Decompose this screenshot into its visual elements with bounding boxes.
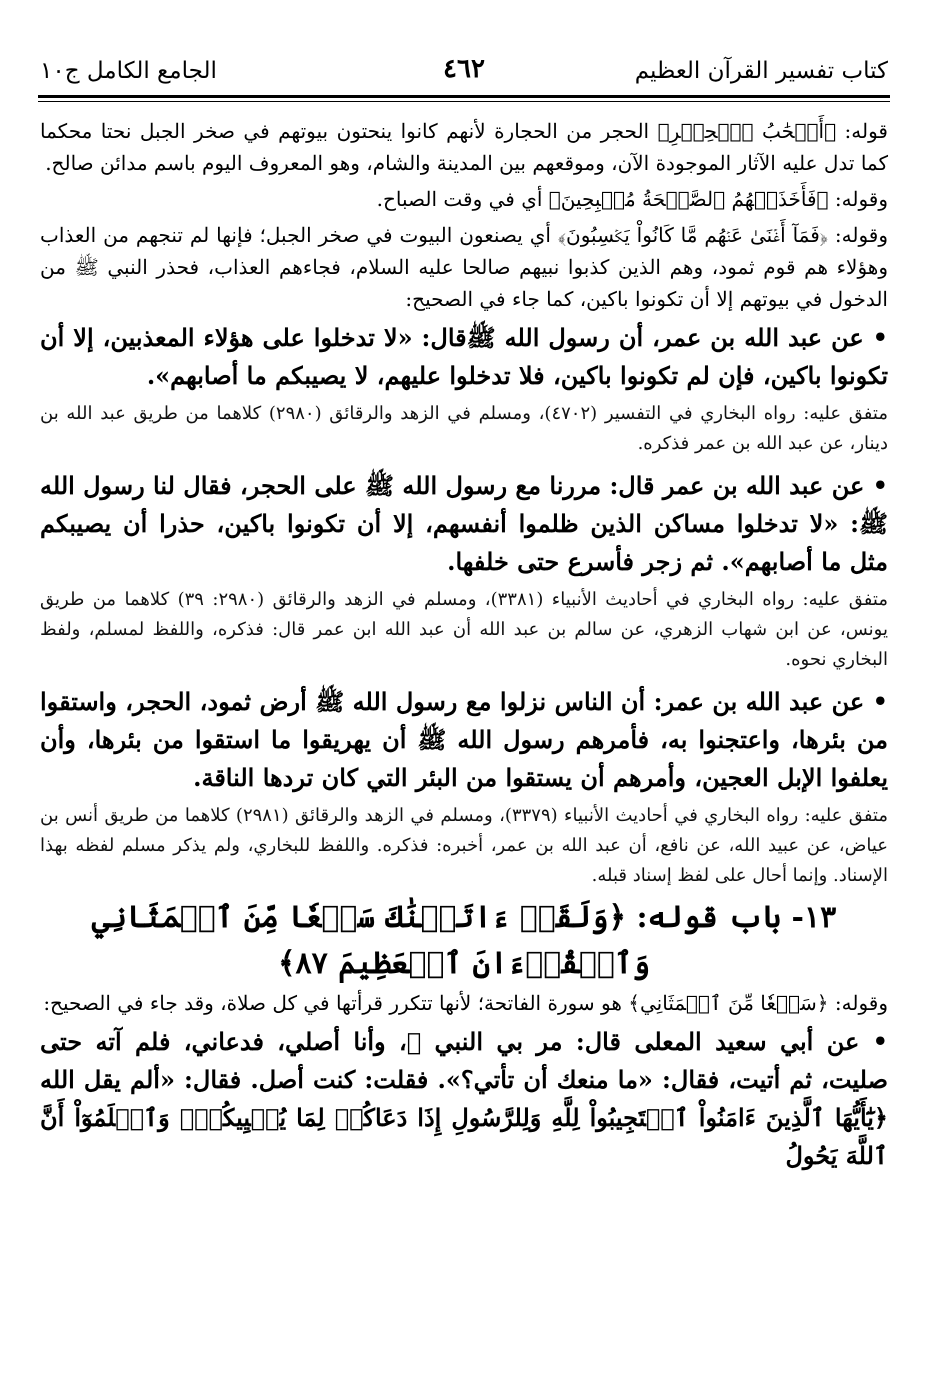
commentary-paragraph: وقوله: ﴿سَبۡعٗا مِّنَ ٱلۡمَثَانِي﴾ هو سورة الفاتحة؛ لأنها تتكرر قرأتها في كل صلاة، وقد جاء في الصحيح: bbox=[43, 991, 888, 1015]
commentary-paragraph: قوله: ﴿أَصۡحَٰبُ ٱلۡحِجۡرِ﴾ الحجر من الحجارة لأنهم كانوا ينحتون بيوتهم في صخر الجبل نحتا محكما كما تدل عليه الآثار الموجودة الآن، وموقعهم بين المدينة والشام، وهو المعروف اليوم باسم مدائن صالح. bbox=[40, 119, 888, 175]
book-title: كتاب تفسير القرآن العظيم bbox=[634, 58, 888, 84]
hadith-text: • عن عبد الله بن عمر: أن الناس نزلوا مع رسول الله ﷺ أرض ثمود، الحجر، واستقوا من بئرها، واعتجنوا به، فأمرهم رسول الله ﷺ أن يهريقوا ما استقوا من بئرها، وأن يعلفوا الإبل العجين، وأمرهم أن يستقوا من البئر التي كان تردها الناقة. bbox=[40, 687, 888, 792]
takhrij-note: متفق عليه: رواه البخاري في التفسير (٤٧٠٢)، ومسلم في الزهد والرقائق (٢٩٨٠) كلاهما من طريق عبد الله بن دينار، عن عبد الله بن عمر فذكره. bbox=[40, 403, 888, 454]
page-body bbox=[40, 115, 888, 1175]
page-number: ٤٦٢ bbox=[443, 54, 485, 84]
running-header bbox=[40, 54, 888, 98]
hadith-text: • عن عبد الله بن عمر، أن رسول الله ﷺقال: «لا تدخلوا على هؤلاء المعذبين، إلا أن تكونوا باكين، فإن لم تكونوا باكين، فلا تدخلوا عليهم، لا يصيبكم ما أصابهم». bbox=[40, 323, 888, 390]
hadith-text: • عن أبي سعيد المعلى قال: مر بي النبي ﷺ، وأنا أصلي، فدعاني، فلم آته حتى صليت، ثم أتيت، فقال: «ما منعك أن تأتي؟». فقلت: كنت أصل. فقال: «ألم يقل الله ﴿يَٰٓأَيُّهَا ٱلَّذِينَ ءَامَنُواْ ٱسۡتَجِيبُواْ لِلَّهِ وَلِلرَّسُولِ إِذَا دَعَاكُمۡ لِمَا يُحۡيِيكُمۡۖ وَٱعۡلَمُوٓاْ أَنَّ ٱللَّهَ يَحُولُ bbox=[40, 1027, 888, 1170]
takhrij-note: متفق عليه: رواه البخاري في أحاديث الأنبياء (٣٣٧٩)، ومسلم في الزهد والرقائق (٢٩٨١) كلاهما من طريق أنس بن عياض، عن عبيد الله، عن نافع، أن عبد الله بن عمر، أخبره: فذكره. واللفظ للبخاري، ولم يذكر مسلم لفظه بهذا الإسناد. وإنما أحال على لفظ إسناد قبله. bbox=[40, 805, 888, 886]
chapter-heading: ١٣- باب قوله: ﴿وَلَقَدۡ ءَاتَيۡنَٰكَ سَبۡعٗا مِّنَ ٱلۡمَثَانِي وَٱلۡقُرۡءَانَ ٱلۡعَظِيمَ ٨٧﴾ bbox=[91, 900, 837, 981]
series-title: الجامع الكامل ج١٠ bbox=[40, 58, 217, 84]
commentary-paragraph: وقوله: ﴿فَأَخَذَتۡهُمُ ٱلصَّيۡحَةُ مُصۡبِحِينَ﴾ أي في وقت الصباح. bbox=[376, 187, 888, 211]
header-rule bbox=[38, 95, 890, 98]
commentary-paragraph: وقوله: ﴿فَمَآ أَغۡنَىٰ عَنۡهُم مَّا كَانُواْ يَكۡسِبُونَ﴾ أي يصنعون البيوت في صخر الجبل؛ فإنها لم تنجهم من العذاب وهؤلاء هم قوم ثمود، وهم الذين كذبوا نبيهم صالحا عليه السلام، فجاءهم العذاب، فحذر النبي ﷺ من الدخول في بيوتهم إلا أن تكونوا باكين، كما جاء في الصحيح: bbox=[40, 223, 888, 311]
header-rule-thin bbox=[38, 101, 890, 102]
hadith-text: • عن عبد الله بن عمر قال: مررنا مع رسول الله ﷺ على الحجر، فقال لنا رسول الله ﷺ: «لا تدخلوا مساكن الذين ظلموا أنفسهم، إلا أن تكونوا باكين، حذرا أن يصيبكم مثل ما أصابهم». ثم زجر فأسرع حتى خلفها. bbox=[40, 471, 888, 576]
takhrij-note: متفق عليه: رواه البخاري في أحاديث الأنبياء (٣٣٨١)، ومسلم في الزهد والرقائق (٢٩٨٠: ٣٩) كلاهما من طريق يونس، عن ابن شهاب الزهري، عن سالم بن عبد الله أن عبد الله ابن عمر قال: فذكره، واللفظ لمسلم، ولفظ البخاري نحوه. bbox=[40, 589, 888, 670]
